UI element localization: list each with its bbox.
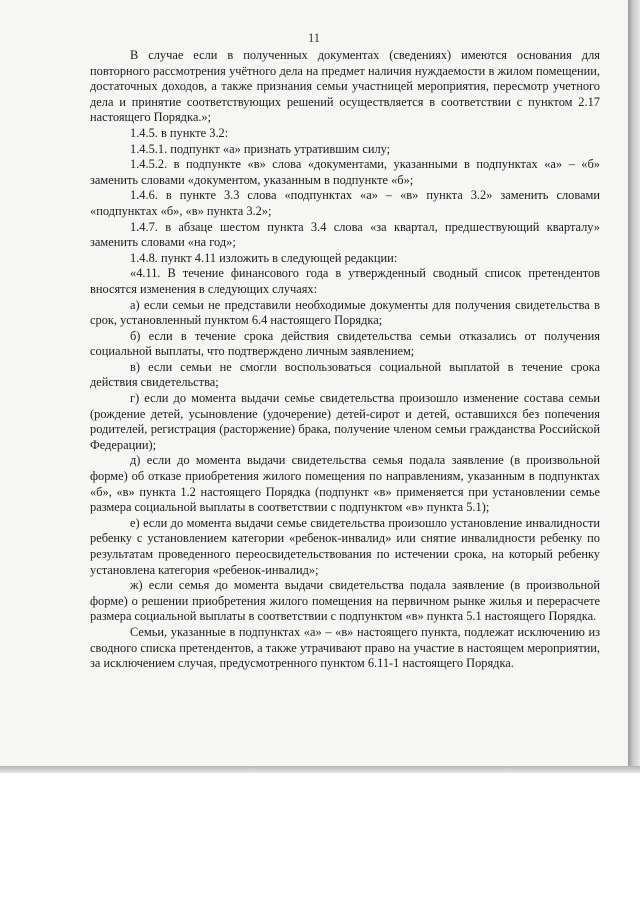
paragraph: 1.4.5. в пункте 3.2: [130, 125, 229, 140]
paragraph: г) если до момента выдачи семье свидетельства произошло изменение состава семьи (рождение детей, усыновление (удочерение) детей-сирот и детей, оставшихся без попечения родителей, регистрация (расторжение) брака, получение членом семьи гражданства Российской Федерации); [90, 391, 600, 452]
page-edge-shadow [628, 0, 640, 766]
paragraph: 1.4.6. в пункте 3.3 слова «подпунктах «а» – «в» пункта 3.2» заменить словами «подпунктах «б», «в» пункта 3.2»; [90, 188, 600, 218]
paragraph: 1.4.7. в абзаце шестом пункта 3.4 слова «за квартал, предшествующий кварталу» заменить словами «на год»; [90, 219, 600, 250]
paragraph: б) если в течение срока действия свидетельства семьи отказались от получения социальной выплаты, что подтверждено личным заявлением; [90, 328, 600, 359]
page-bottom-shadow [0, 766, 640, 773]
document-body [90, 48, 600, 672]
paragraph: 1.4.5.2. в подпункте «в» слова «документами, указанными в подпунктах «а» – «б» заменить словами «документом, указанным в подпункте «б»; [90, 157, 600, 187]
paragraph: а) если семьи не представили необходимые документы для получения свидетельства в срок, установленный пунктом 6.4 настоящего Порядка; [90, 297, 600, 328]
paragraph: в) если семьи не смогли воспользоваться социальной выплатой в течение срока действия свидетельства; [90, 359, 600, 390]
paragraph: «4.11. В течение финансового года в утвержденный сводный список претендентов вносятся изменения в следующих случаях: [90, 266, 600, 296]
paragraph: е) если до момента выдачи семье свидетельства произошло установление инвалидности ребенку с установлением категории «ребенок-инвалид» или снятие инвалидности ребенку по результатам проведенного переосвидетельствования по истечении срока, на который ребенку установлена категория «ребенок-инвалид»; [90, 515, 600, 577]
paragraph: В случае если в полученных документах (сведениях) имеются основания для повторного рассмотрения учётного дела на предмет наличия нуждаемости в жилом помещении, достаточных доходов, а также признания семьи участницей мероприятия, пересмотр учетного дела и принятие соответствующих решений осуществляется в соответствии с пунктом 2.17 настоящего Порядка.»; [90, 48, 600, 125]
paragraph: ж) если семья до момента выдачи свидетельства подала заявление (в произвольной форме) о решении приобретения жилого помещения на первичном рынке жилья и перерасчете размера социальной выплаты в соответствии с подпунктом «в» пункта 5.1 настоящего Порядка. [90, 578, 600, 624]
paragraph: Семьи, указанные в подпунктах «а» – «в» настоящего пункта, подлежат исключению из сводного списка претендентов, а также утрачивают право на участие в настоящем мероприятии, за исключением случая, предусмотренного пунктом 6.11-1 настоящего Порядка. [90, 624, 600, 671]
paragraph: 1.4.8. пункт 4.11 изложить в следующей редакции: [130, 250, 398, 265]
page-number: 11 [307, 31, 321, 45]
paragraph: 1.4.5.1. подпункт «а» признать утратившим силу; [130, 141, 391, 156]
paragraph: д) если до момента выдачи свидетельства семья подала заявление (в произвольной форме) об отказе приобретения жилого помещения по направлениям, указанным в подпунктах «б», «в» пункта 1.2 настоящего Порядка (подпункт «в» применяется при установлении семье размера социальной выплаты в соответствии с подпунктом «в» пункта 5.1); [90, 453, 600, 515]
